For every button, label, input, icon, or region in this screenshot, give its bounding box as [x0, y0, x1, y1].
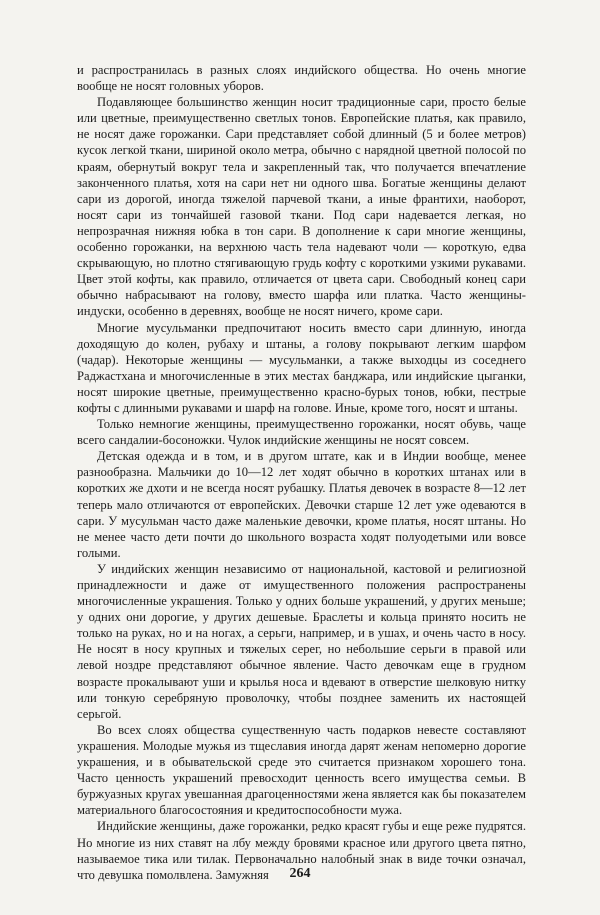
paragraph: Во всех слоях общества существенную часть подарков невесте составляют украшения. Молодые мужья из тщеславия иногда дарят женам непомерно дорогие украшения, и в обывательской среде это считается признаком хорошего тона. Часто ценность украшений превосходит ценность всего имущества семьи. В буржуазных кругах увешанная драгоценностями жена является как бы показателем материального благосостояния и кредитоспособности мужа. — [77, 722, 526, 818]
page-number: 264 — [289, 866, 311, 881]
paragraph: и распространилась в разных слоях индийского общества. Но очень многие вообще не носят головных уборов. — [77, 63, 526, 94]
paragraph: Только немногие женщины, преимущественно горожанки, носят обувь, чаще всего сандалии-босоножки. Чулок индийские женщины не носят совсем. — [77, 417, 526, 448]
paragraph: Индийские женщины, даже горожанки, редко красят губы и еще реже пудрятся. Но многие из них ставят на лбу между бровями красное или другого цвета пятно, называемое тика или тилак. Первоначально налобный знак в виде точки означал, что девушка помолвлена. Замужняя — [77, 819, 526, 882]
paragraph: У индийских женщин независимо от национальной, кастовой и религиозной принадлежности и даже от имущественного положения распространены многочисленные украшения. Только у одних больше украшений, у других меньше; у одних они дорогие, у других дешевые. Браслеты и кольца принято носить не только на руках, но и на ногах, а серьги, например, и в ушах, и очень часто в носу. Не носят в носу крупных и тяжелых серег, но небольшие серьги в правой или левой ноздре представляют обычное явление. Часто девочкам еще в грудном возрасте прокалывают уши и крылья носа и вдевают в отверстие шелковую нитку или тонкую серебряную проволочку, чтобы позднее заменить их настоящей серьгой. — [77, 561, 526, 721]
body-text — [77, 62, 526, 883]
paragraph: Детская одежда и в том, и в другом штате, как и в Индии вообще, менее разнообразна. Мальчики до 10—12 лет ходят обычно в коротких штанах или в коротких же дхоти и не всегда носят рубашку. Платья девочек в возрасте 8—12 лет теперь мало отличаются от европейских. Девочки старше 12 лет уже одеваются в сари. У мусульман часто даже маленькие девочки, кроме платья, носят штаны. Но не менее часто дети почти до школьного возраста ходят полуодетыми или вовсе голыми. — [77, 449, 526, 560]
paragraph: Многие мусульманки предпочитают носить вместо сари длинную, иногда доходящую до колен, рубаху и штаны, а голову покрывают легким шарфом (чадар). Некоторые женщины — мусульманки, а также выходцы из соседнего Раджастхана и многочисленные в этих местах банджара, или индийские цыганки, носят широкие цветные, преимущественно красно-бурых тонов, юбки, пестрые кофты с длинными рукавами и шарф на голове. Иные, кроме того, носят и штаны. — [77, 320, 526, 415]
paragraph: Подавляющее большинство женщин носит традиционные сари, просто белые или цветные, преимущественно светлых тонов. Европейские платья, как правило, не носят даже горожанки. Сари представляет собой длинный (5 и более метров) кусок легкой ткани, шириной около метра, обычно с нарядной цветной полосой по краям, обернутый вокруг тела и закрепленный так, что получается впечатление законченного платья, хотя на сари нет ни одного шва. Богатые женщины делают сари из дорогой, иногда тяжелой парчевой ткани, а иные франтихи, наоборот, носят сари из тончайшей газовой ткани. Под сари надевается легкая, но непрозрачная нижняя юбка в тон сари. В дополнение к сари многие женщины, особенно горожанки, на верхнюю часть тела надевают чоли — короткую, едва скрывающую, но плотно стягивающую грудь кофту с короткими узкими рукавами. Цвет этой кофты, как правило, отличается от цвета сари. Свободный конец сари обычно набрасывают на голову, вместо шарфа или платка. Часто женщины-индуски, особенно в деревнях, вообще не носят ничего, кроме сари. — [77, 95, 526, 319]
